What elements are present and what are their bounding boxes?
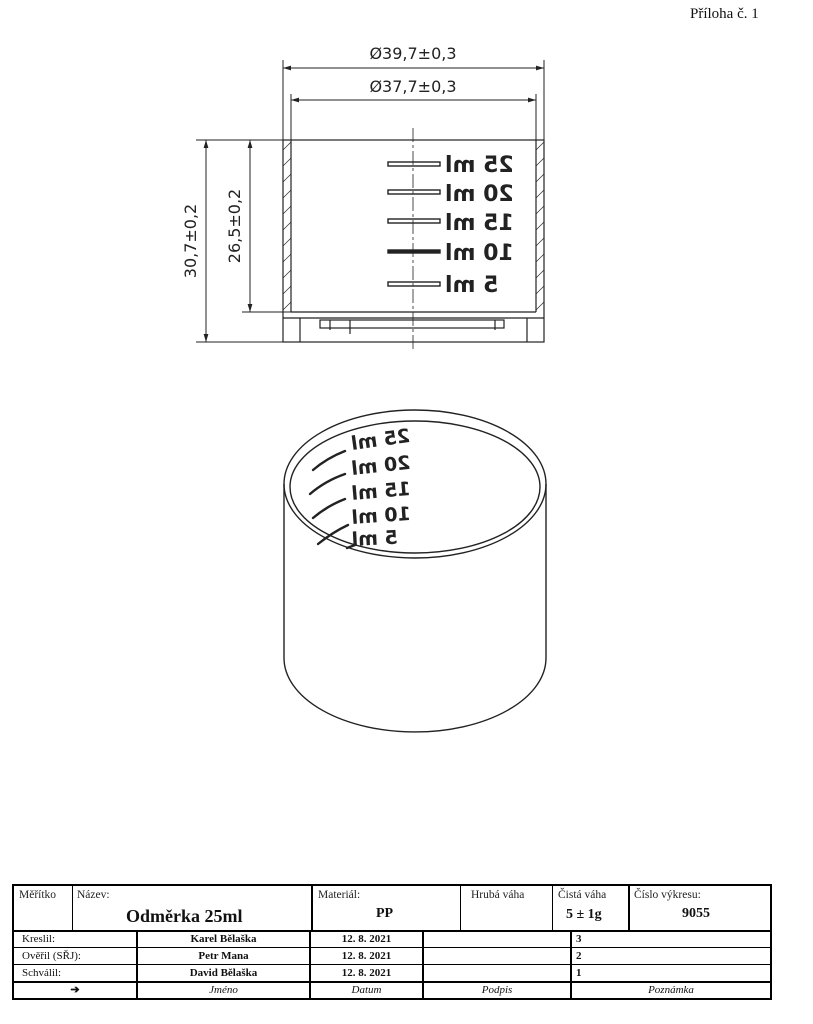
footer-arrow-icon: ➔ xyxy=(70,984,80,996)
material-value: PP xyxy=(376,906,394,921)
drawing-no-label: Číslo výkresu: xyxy=(634,889,701,901)
outer-diameter-dim: Ø39,7±0,3 xyxy=(369,44,457,63)
footer-date-label: Datum xyxy=(351,984,382,996)
scale-label: Měřítko xyxy=(19,889,57,901)
inner-height-dim: 26,5±0,2 xyxy=(225,188,244,264)
iso-mark-5: 5 ml xyxy=(351,526,399,551)
left-wall-hatch xyxy=(283,142,291,310)
row-role: Schválil: xyxy=(22,967,62,979)
iso-mark-20: 20 ml xyxy=(350,451,412,480)
gross-weight-label: Hrubá váha xyxy=(471,889,525,901)
row-name: David Bělaška xyxy=(189,967,258,979)
rim-inner xyxy=(290,421,540,553)
right-wall-hatch xyxy=(536,142,544,310)
row-date: 12. 8. 2021 xyxy=(341,950,392,962)
bottom-rib xyxy=(320,320,504,328)
row-name: Petr Mana xyxy=(198,950,249,962)
row-name: Karel Bělaška xyxy=(190,933,257,945)
scale-ticks xyxy=(388,162,440,286)
inner-diameter-dim: Ø37,7±0,3 xyxy=(369,77,457,96)
net-weight-label: Čistá váha xyxy=(558,889,607,901)
name-label: Název: xyxy=(77,889,110,901)
base-curve xyxy=(284,658,546,732)
scale-mark-15: 15 ml xyxy=(445,211,514,236)
isometric-view xyxy=(284,410,546,732)
iso-mark-25: 25 ml xyxy=(349,424,412,455)
section-scale-labels xyxy=(445,153,514,298)
row-date: 12. 8. 2021 xyxy=(341,933,392,945)
footer-note-label: Poznámka xyxy=(648,984,694,996)
annex-label: Příloha č. 1 xyxy=(690,6,759,22)
row-date: 12. 8. 2021 xyxy=(341,967,392,979)
footer-signature-label: Podpis xyxy=(481,984,513,996)
total-height-dim: 30,7±0,2 xyxy=(181,203,200,279)
row-note: 2 xyxy=(576,950,582,962)
row-role: Kreslil: xyxy=(22,933,55,945)
drawing-no-value: 9055 xyxy=(682,906,710,921)
name-value: Odměrka 25ml xyxy=(126,906,243,926)
scale-mark-20: 20 ml xyxy=(445,182,514,207)
scale-mark-25: 25 ml xyxy=(445,153,514,178)
net-weight-value: 5 ± 1g xyxy=(566,907,602,922)
footer-name-label: Jméno xyxy=(209,984,238,996)
material-label: Materiál: xyxy=(318,889,361,901)
scale-mark-10: 10 ml xyxy=(445,241,514,266)
row-note: 3 xyxy=(576,933,582,945)
scale-mark-5: 5 ml xyxy=(445,273,499,298)
iso-mark-15: 15 ml xyxy=(350,477,412,505)
iso-mark-10: 10 ml xyxy=(350,502,412,529)
row-note: 1 xyxy=(576,967,582,979)
isometric-scale-labels xyxy=(350,425,412,551)
title-block xyxy=(12,884,772,1000)
row-role: Ověřil (SŘJ): xyxy=(22,950,81,962)
